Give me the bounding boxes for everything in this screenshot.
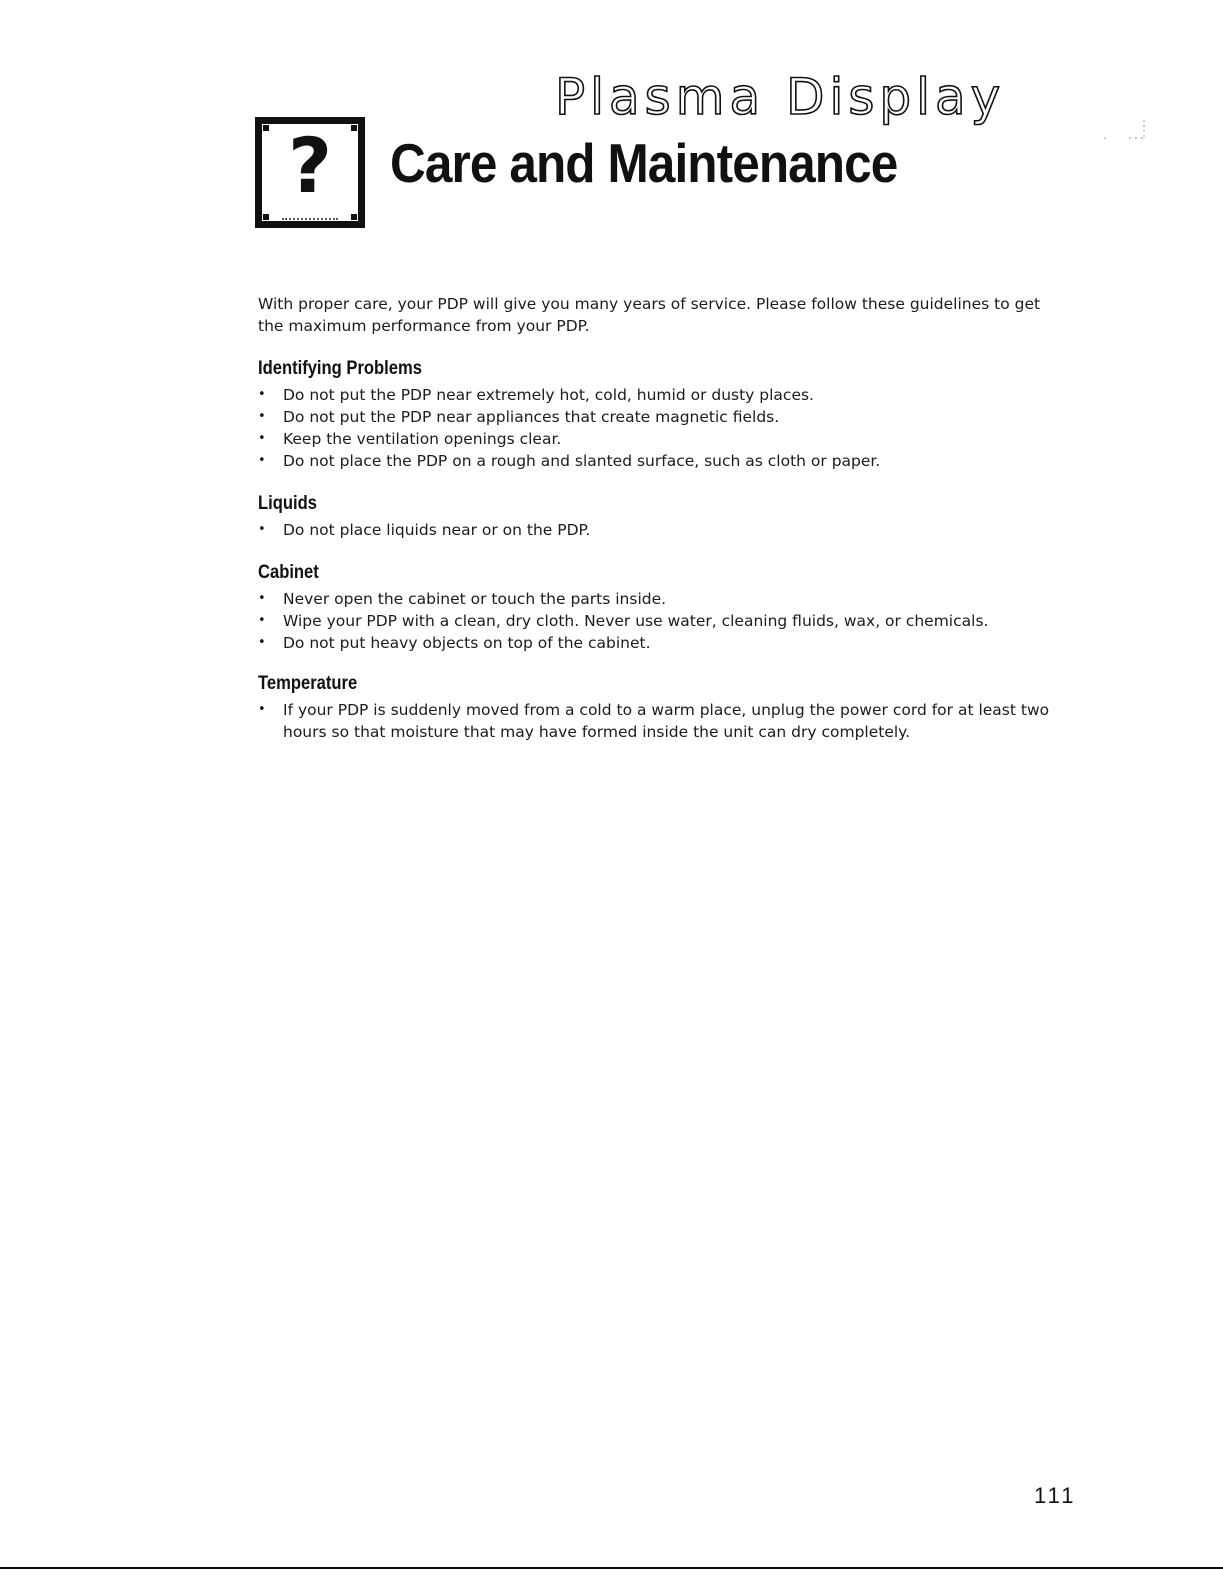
- list-item: • Never open the cabinet or touch the parts inside.: [258, 588, 1068, 610]
- section-cabinet: [258, 560, 1068, 654]
- list-item: • Wipe your PDP with a clean, dry cloth. Never use water, cleaning fluids, wax, or chemicals.: [258, 610, 1068, 632]
- icon-baseline: [282, 216, 338, 220]
- question-mark-icon: [255, 117, 365, 228]
- section-heading: Temperature: [258, 672, 358, 694]
- section-identifying-problems: [258, 356, 1068, 472]
- page-number: 111: [1034, 1483, 1077, 1508]
- section-liquids: [258, 491, 1068, 541]
- bullet-list: [258, 588, 1068, 654]
- brand-logo: Plasma Display: [555, 68, 1006, 126]
- section-heading: Identifying Problems: [258, 357, 422, 379]
- section-heading: Cabinet: [258, 561, 319, 583]
- bullet-list: [258, 699, 1068, 743]
- list-item: • Do not put the PDP near extremely hot, cold, humid or dusty places.: [258, 384, 1068, 406]
- icon-corner-dot: [263, 214, 269, 220]
- section-heading: Liquids: [258, 492, 317, 514]
- icon-corner-dot: [351, 214, 357, 220]
- bullet-list: [258, 519, 1068, 541]
- list-item: • Keep the ventilation openings clear.: [258, 428, 1068, 450]
- page-title: Care and Maintenance: [390, 132, 898, 194]
- main-content: [258, 293, 1068, 743]
- question-mark-glyph: ?: [287, 121, 333, 210]
- list-item: • Do not place liquids near or on the PDP.: [258, 519, 1068, 541]
- bullet-list: [258, 384, 1068, 472]
- list-item: • Do not put heavy objects on top of the cabinet.: [258, 632, 1068, 654]
- intro-paragraph: With proper care, your PDP will give you many years of service. Please follow these guidelines to get the maximum performance from your PDP.: [258, 295, 1041, 335]
- list-item: • Do not place the PDP on a rough and slanted surface, such as cloth or paper.: [258, 450, 1068, 472]
- section-temperature: [258, 671, 1068, 743]
- scan-artifact: [1100, 118, 1150, 142]
- list-item: • If your PDP is suddenly moved from a cold to a warm place, unplug the power cord for at least two hours so that moisture that may have formed inside the unit can dry completely.: [258, 699, 1068, 743]
- list-item: • Do not put the PDP near appliances that create magnetic fields.: [258, 406, 1068, 428]
- page-bottom-rule: [0, 1567, 1223, 1569]
